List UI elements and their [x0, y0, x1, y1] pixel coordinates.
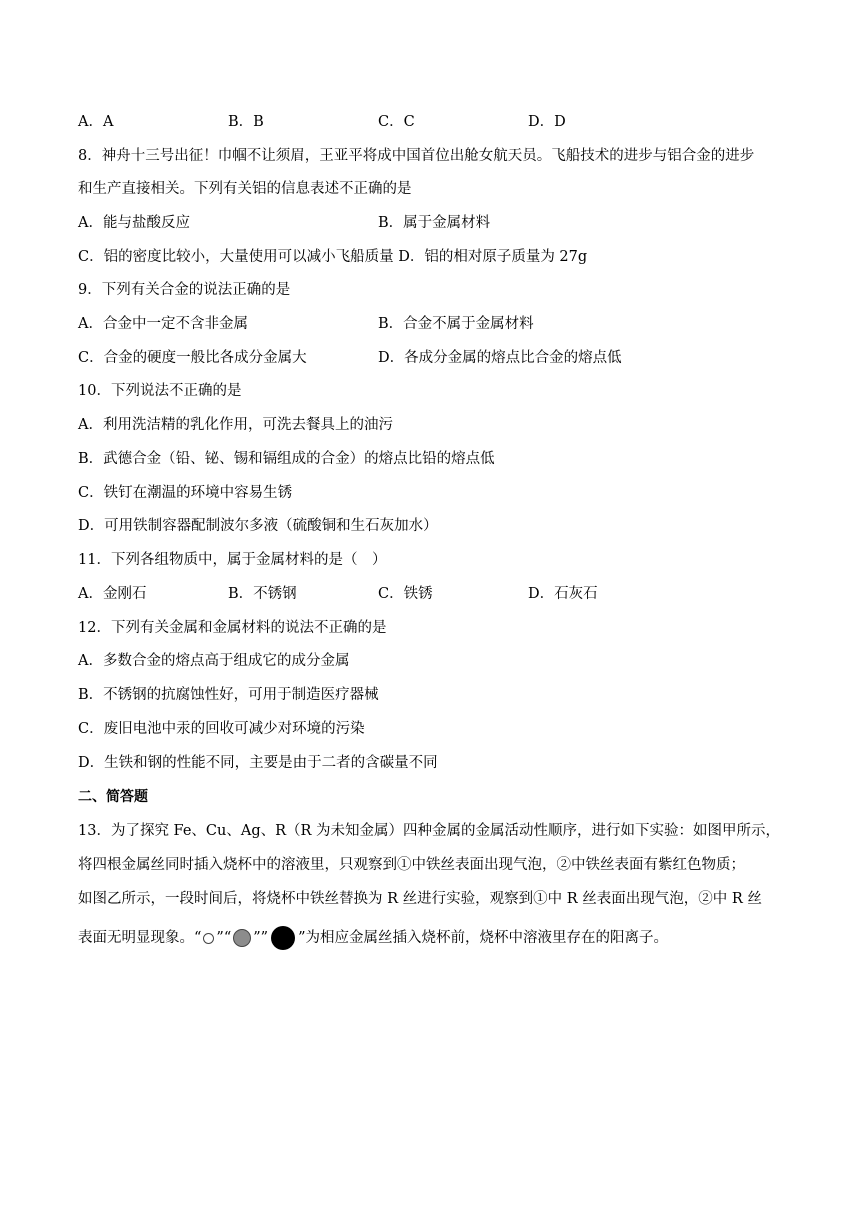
gray-ion-icon: [233, 929, 251, 947]
q9-option-d: D．各成分金属的熔点比合金的熔点低: [378, 350, 622, 366]
q8-stem-line2: 和生产直接相关。下列有关铝的信息表述不正确的是: [78, 181, 412, 197]
q13-line4-part3: ””: [253, 930, 269, 946]
q8-option-b: B．属于金属材料: [378, 215, 491, 231]
q13-line4-part1: 表面无明显现象。“: [78, 930, 202, 946]
section-title: 二、简答题: [78, 789, 148, 805]
q11-stem: 11．下列各组物质中，属于金属材料的是（ ）: [78, 552, 387, 568]
q9-option-a: A．合金中一定不含非金属: [78, 316, 248, 332]
q10-option-c: C．铁钉在潮温的环境中容易生锈: [78, 485, 293, 501]
q13-line2: 将四根金属丝同时插入烧杯中的溶液里，只观察到①中铁丝表面出现气泡，②中铁丝表面有紫红色物质；: [78, 857, 745, 873]
q12-option-c: C．废旧电池中汞的回收可减少对环境的污染: [78, 721, 365, 737]
q10-option-b: B．武德合金（铅、铋、锡和镉组成的合金）的熔点比铅的熔点低: [78, 451, 495, 467]
q10-stem: 10．下列说法不正确的是: [78, 383, 242, 399]
q12-option-b: B．不锈钢的抗腐蚀性好，可用于制造医疗器械: [78, 687, 379, 703]
q11-option-c: C．铁锈: [378, 586, 433, 602]
q13-line4: [78, 924, 668, 952]
q10-option-d: D．可用铁制容器配制波尔多液（硫酸铜和生石灰加水）: [78, 518, 438, 534]
q11-option-a: A．金刚石: [78, 586, 147, 602]
q9-stem: 9．下列有关合金的说法正确的是: [78, 282, 291, 298]
q13-line4-part4: ”为相应金属丝插入烧杯前，烧杯中溶液里存在的阳离子。: [298, 930, 668, 946]
q8-option-a: A．能与盐酸反应: [78, 215, 190, 231]
q7-option-d: D．D: [528, 114, 566, 130]
q13-line1: 13．为了探究 Fe、Cu、Ag、R（R 为未知金属）四种金属的金属活动性顺序，进行如下实验：如图甲所示，: [78, 823, 781, 839]
q9-option-b: B．合金不属于金属材料: [378, 316, 534, 332]
q11-option-b: B．不锈钢: [228, 586, 297, 602]
black-ion-icon: [271, 926, 295, 950]
q12-stem: 12．下列有关金属和金属材料的说法不正确的是: [78, 620, 387, 636]
q10-option-a: A．利用洗洁精的乳化作用，可洗去餐具上的油污: [78, 417, 393, 433]
q7-option-a: A．A: [78, 114, 114, 130]
q12-option-a: A．多数合金的熔点高于组成它的成分金属: [78, 653, 350, 669]
small-white-ion-icon: [203, 933, 214, 944]
q7-option-c: C．C: [378, 114, 415, 130]
q9-option-c: C．合金的硬度一般比各成分金属大: [78, 350, 307, 366]
q11-option-d: D．石灰石: [528, 586, 598, 602]
q8-options-cd: C．铝的密度比较小，大量使用可以减小飞船质量 D．铝的相对原子质量为 27g: [78, 249, 588, 265]
q13-line4-part2: ”“: [216, 930, 232, 946]
q13-line3: 如图乙所示，一段时间后，将烧杯中铁丝替换为 R 丝进行实验，观察到①中 R 丝表面出现气泡，②中 R 丝: [78, 891, 762, 907]
q8-stem-line1: 8．神舟十三号出征！巾帼不让须眉，王亚平将成中国首位出舱女航天员。飞船技术的进步与铝合金的进步: [78, 148, 755, 164]
q12-option-d: D．生铁和钢的性能不同，主要是由于二者的含碳量不同: [78, 755, 438, 771]
q7-option-b: B．B: [228, 114, 264, 130]
